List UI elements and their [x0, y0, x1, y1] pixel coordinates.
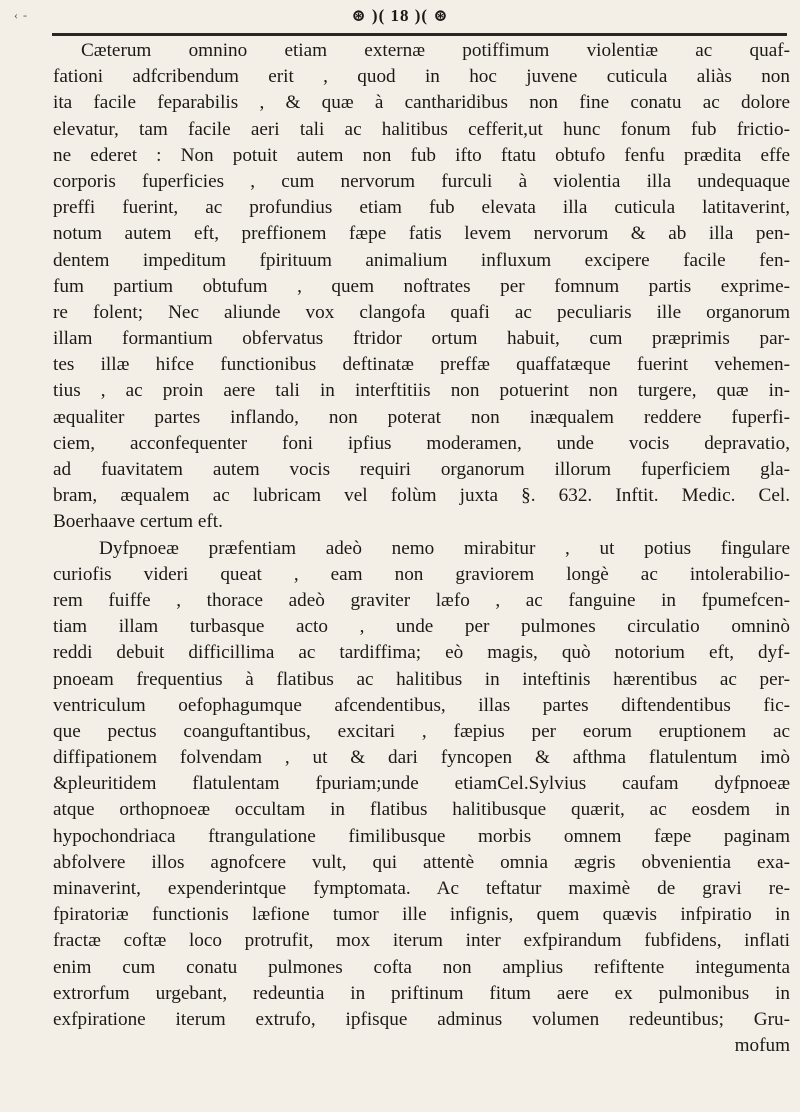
- body-text: [53, 38, 790, 1059]
- text-line: minaverint, expenderintque fymptomata. Ac teftatur maximè de gravi re-: [53, 878, 790, 899]
- text-line: Dyfpnoeæ præfentiam adeò nemo mirabitur , ut potius fingulare: [99, 537, 790, 559]
- text-line: fationi adfcribendum erit , quod in hoc juvene cuticula aliàs non: [53, 66, 790, 88]
- text-line: corporis fuperficies , cum nervorum furculi à violentia illa undequaque: [53, 170, 790, 192]
- text-line: exfpiratione iterum extrufo, ipfisque adminus volumen redeuntibus; Gru-: [53, 1008, 790, 1030]
- text-line: pnoeam frequentius à flatibus ac halitibus in inteftinis hærentibus ac per-: [53, 668, 790, 690]
- text-line: ciem, acconfequenter foni ipfius moderamen, unde vocis depravatio,: [53, 432, 790, 454]
- text-line: Boerhaave certum eft.: [53, 511, 223, 533]
- text-line: tes illæ hifce functionibus deftinatæ preffæ quaffatæque fuerint vehemen-: [53, 354, 790, 376]
- text-line: que pectus coanguftantibus, excitari , fæpius per eorum eruptionem ac: [53, 720, 790, 742]
- page-header: [0, 6, 800, 32]
- text-line: enim cum conatu pulmones cofta non amplius refiftente integumenta: [53, 956, 790, 978]
- text-line: bram, æqualem ac lubricam vel folùm juxta §. 632. Inftit. Medic. Cel.: [53, 485, 790, 507]
- margin-mark: ‹ -: [14, 8, 28, 22]
- text-line: diffipationem folvendam , ut & dari fyncopen & afthma flatulentum imò: [53, 747, 790, 769]
- text-line: atque orthopnoeæ occultam in flatibus halitibusque quærit, ac eosdem in: [53, 799, 790, 821]
- text-line: fum partium obtufum , quem noftrates per fomnum partis exprime-: [53, 275, 790, 297]
- text-line: ne ederet : Non potuit autem non fub ifto ftatu obtufo fenfu prædita effe: [53, 144, 790, 166]
- text-line: dentem impeditum fpirituum animalium influxum excipere facile fen-: [53, 249, 790, 271]
- text-line: elevatur, tam facile aeri tali ac halitibus cefferit,ut hunc fonum fub frictio-: [53, 118, 790, 140]
- text-line: reddi debuit difficillima ac tardiffima; eò magis, quò notorium eft, dyf-: [53, 642, 790, 664]
- text-line: tiam illam turbasque acto , unde per pulmones circulatio omninò: [53, 616, 790, 638]
- text-line: re folent; Nec aliunde vox clangofa quafi ac peculiaris ille organorum: [53, 301, 790, 323]
- text-line: ad fuavitatem autem vocis requiri organorum illorum fuperficiem gla-: [53, 459, 790, 480]
- text-line: hypochondriaca ftrangulatione fimilibusque morbis omnem fæpe paginam: [53, 825, 790, 847]
- text-line: preffi fuerint, ac profundius etiam fub elevata illa cuticula latitaverint,: [53, 197, 790, 219]
- text-line: æqualiter partes inflando, non poterat non inæqualem reddere fuperfi-: [53, 406, 790, 428]
- header-rule: [52, 33, 787, 36]
- text-line: fpiratoriæ functionis læfione tumor ille infignis, quem quævis infpiratio in: [53, 904, 790, 926]
- text-line: ventriculum oefophagumque afcendentibus, illas partes diftendentibus fic-: [53, 694, 790, 716]
- text-line: illam formantium obfervatus ftridor ortum habuit, cum præprimis par-: [53, 328, 790, 350]
- text-line: &pleuritidem flatulentam fpuriam;unde etiamCel.Sylvius caufam dyfpnoeæ: [53, 773, 790, 795]
- text-line: rem fuiffe , thorace adeò graviter læfo , ac fanguine in fpumefcen-: [53, 589, 790, 611]
- text-line: fractæ coftæ loco protrufit, mox iterum inter exfpirandum fubfidens, inflati: [53, 930, 790, 952]
- text-line: notum autem eft, preffionem fæpe fatis levem nervorum & ab illa pen-: [53, 223, 790, 245]
- catchword: mofum: [734, 1035, 790, 1057]
- page-number-ornament: ⊛ )( 18 )( ⊛: [351, 6, 449, 25]
- text-line: ita facile feparabilis , & quæ à cantharidibus non fine conatu ac dolore: [53, 92, 790, 114]
- text-line: abfolvere illos agnofcere vult, qui attentè omnia ægris obvenientia exa-: [53, 851, 790, 873]
- text-line: Cæterum omnino etiam externæ potiffimum violentiæ ac quaf-: [81, 40, 790, 61]
- text-line: extrorfum urgebant, redeuntia in priftinum fitum aere ex pulmonibus in: [53, 982, 790, 1004]
- text-line: curiofis videri queat , eam non graviorem longè ac intolerabilio-: [53, 563, 790, 585]
- text-line: tius , ac proin aere tali in interftitiis non potuerint non turgere, quæ in-: [53, 380, 790, 402]
